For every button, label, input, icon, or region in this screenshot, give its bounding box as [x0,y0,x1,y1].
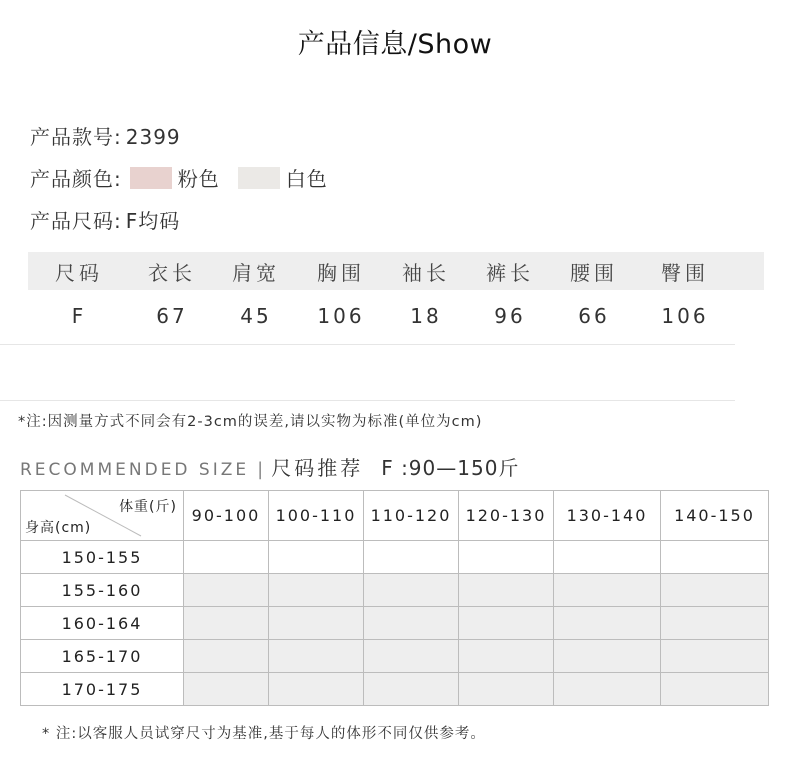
empty-cell [554,640,661,673]
empty-cell [459,640,554,673]
empty-cell [364,640,459,673]
recommended-size-cn: 尺码推荐 [271,456,364,480]
empty-cell [269,541,364,574]
height-label: 170-175 [21,673,184,706]
empty-cell [661,607,769,640]
height-row [21,607,769,640]
value-pants-length: 96 [494,304,526,328]
weight-range: F :90—150斤 [381,456,520,480]
empty-cell [269,607,364,640]
weight-header: 110-120 [364,491,459,541]
weight-axis-label: 体重(斤) [119,499,177,515]
header-length: 衣长 [148,260,196,285]
empty-cell [661,640,769,673]
pink-color-name: 粉色 [177,167,220,191]
header-sleeve: 袖长 [402,260,450,285]
header-hip: 臀围 [661,260,709,285]
empty-cell [554,673,661,706]
model-label: 产品款号: [30,125,122,149]
empty-cell [661,673,769,706]
value-length: 67 [156,304,188,328]
size-chart-row [28,290,764,342]
value-hip: 106 [661,304,709,328]
value-waist: 66 [578,304,610,328]
empty-cell [364,574,459,607]
value-sleeve: 18 [410,304,442,328]
empty-cell [364,541,459,574]
color-info [30,163,346,192]
weight-header: 100-110 [269,491,364,541]
pink-swatch [130,167,172,189]
color-label: 产品颜色: [30,167,122,191]
header-size: 尺码 [55,260,103,285]
weight-header: 130-140 [554,491,661,541]
height-row [21,574,769,607]
height-label: 165-170 [21,640,184,673]
empty-cell [184,607,269,640]
model-info [30,121,181,150]
divider [0,344,735,345]
recommended-size-en: RECOMMENDED SIZE [20,460,250,480]
white-color-name: 白色 [285,167,328,191]
empty-cell [364,607,459,640]
weight-header: 90-100 [184,491,269,541]
header-shoulder: 肩宽 [232,260,280,285]
empty-cell [554,541,661,574]
header-waist: 腰围 [570,260,618,285]
header-pants-length: 裤长 [486,260,534,285]
size-label: 产品尺码: [30,209,122,233]
size-chart [28,252,764,342]
empty-cell [184,640,269,673]
height-axis-label: 身高(cm) [25,520,92,536]
size-chart-header [28,252,764,290]
empty-cell [269,574,364,607]
empty-cell [459,607,554,640]
height-label: 155-160 [21,574,184,607]
empty-cell [269,673,364,706]
height-row [21,640,769,673]
divider [0,400,735,401]
empty-cell [554,607,661,640]
weight-header: 140-150 [661,491,769,541]
separator: | [257,459,264,480]
measurement-note: *注:因测量方式不同会有2-3cm的误差,请以实物为标准(单位为cm) [18,414,483,430]
page-title: 产品信息/Show [297,29,493,60]
height-label: 150-155 [21,541,184,574]
height-row [21,541,769,574]
empty-cell [364,673,459,706]
white-swatch [238,167,280,189]
size-info [30,205,180,234]
empty-cell [184,574,269,607]
empty-cell [184,541,269,574]
corner-cell [21,491,184,541]
recommend-table [20,490,769,706]
fitting-note: * 注:以客服人员试穿尺寸为基准,基于每人的体形不同仅供参考。 [42,726,486,742]
empty-cell [184,673,269,706]
empty-cell [661,541,769,574]
empty-cell [459,574,554,607]
value-size: F [71,304,87,328]
header-bust: 胸围 [317,260,365,285]
empty-cell [269,640,364,673]
recommended-size-header [20,452,519,481]
height-label: 160-164 [21,607,184,640]
empty-cell [554,574,661,607]
value-bust: 106 [317,304,365,328]
value-shoulder: 45 [240,304,272,328]
weight-header: 120-130 [459,491,554,541]
model-value: 2399 [125,125,181,149]
size-value: F均码 [125,209,181,233]
empty-cell [459,673,554,706]
empty-cell [459,541,554,574]
empty-cell [661,574,769,607]
height-row [21,673,769,706]
recommend-header-row [21,491,769,541]
